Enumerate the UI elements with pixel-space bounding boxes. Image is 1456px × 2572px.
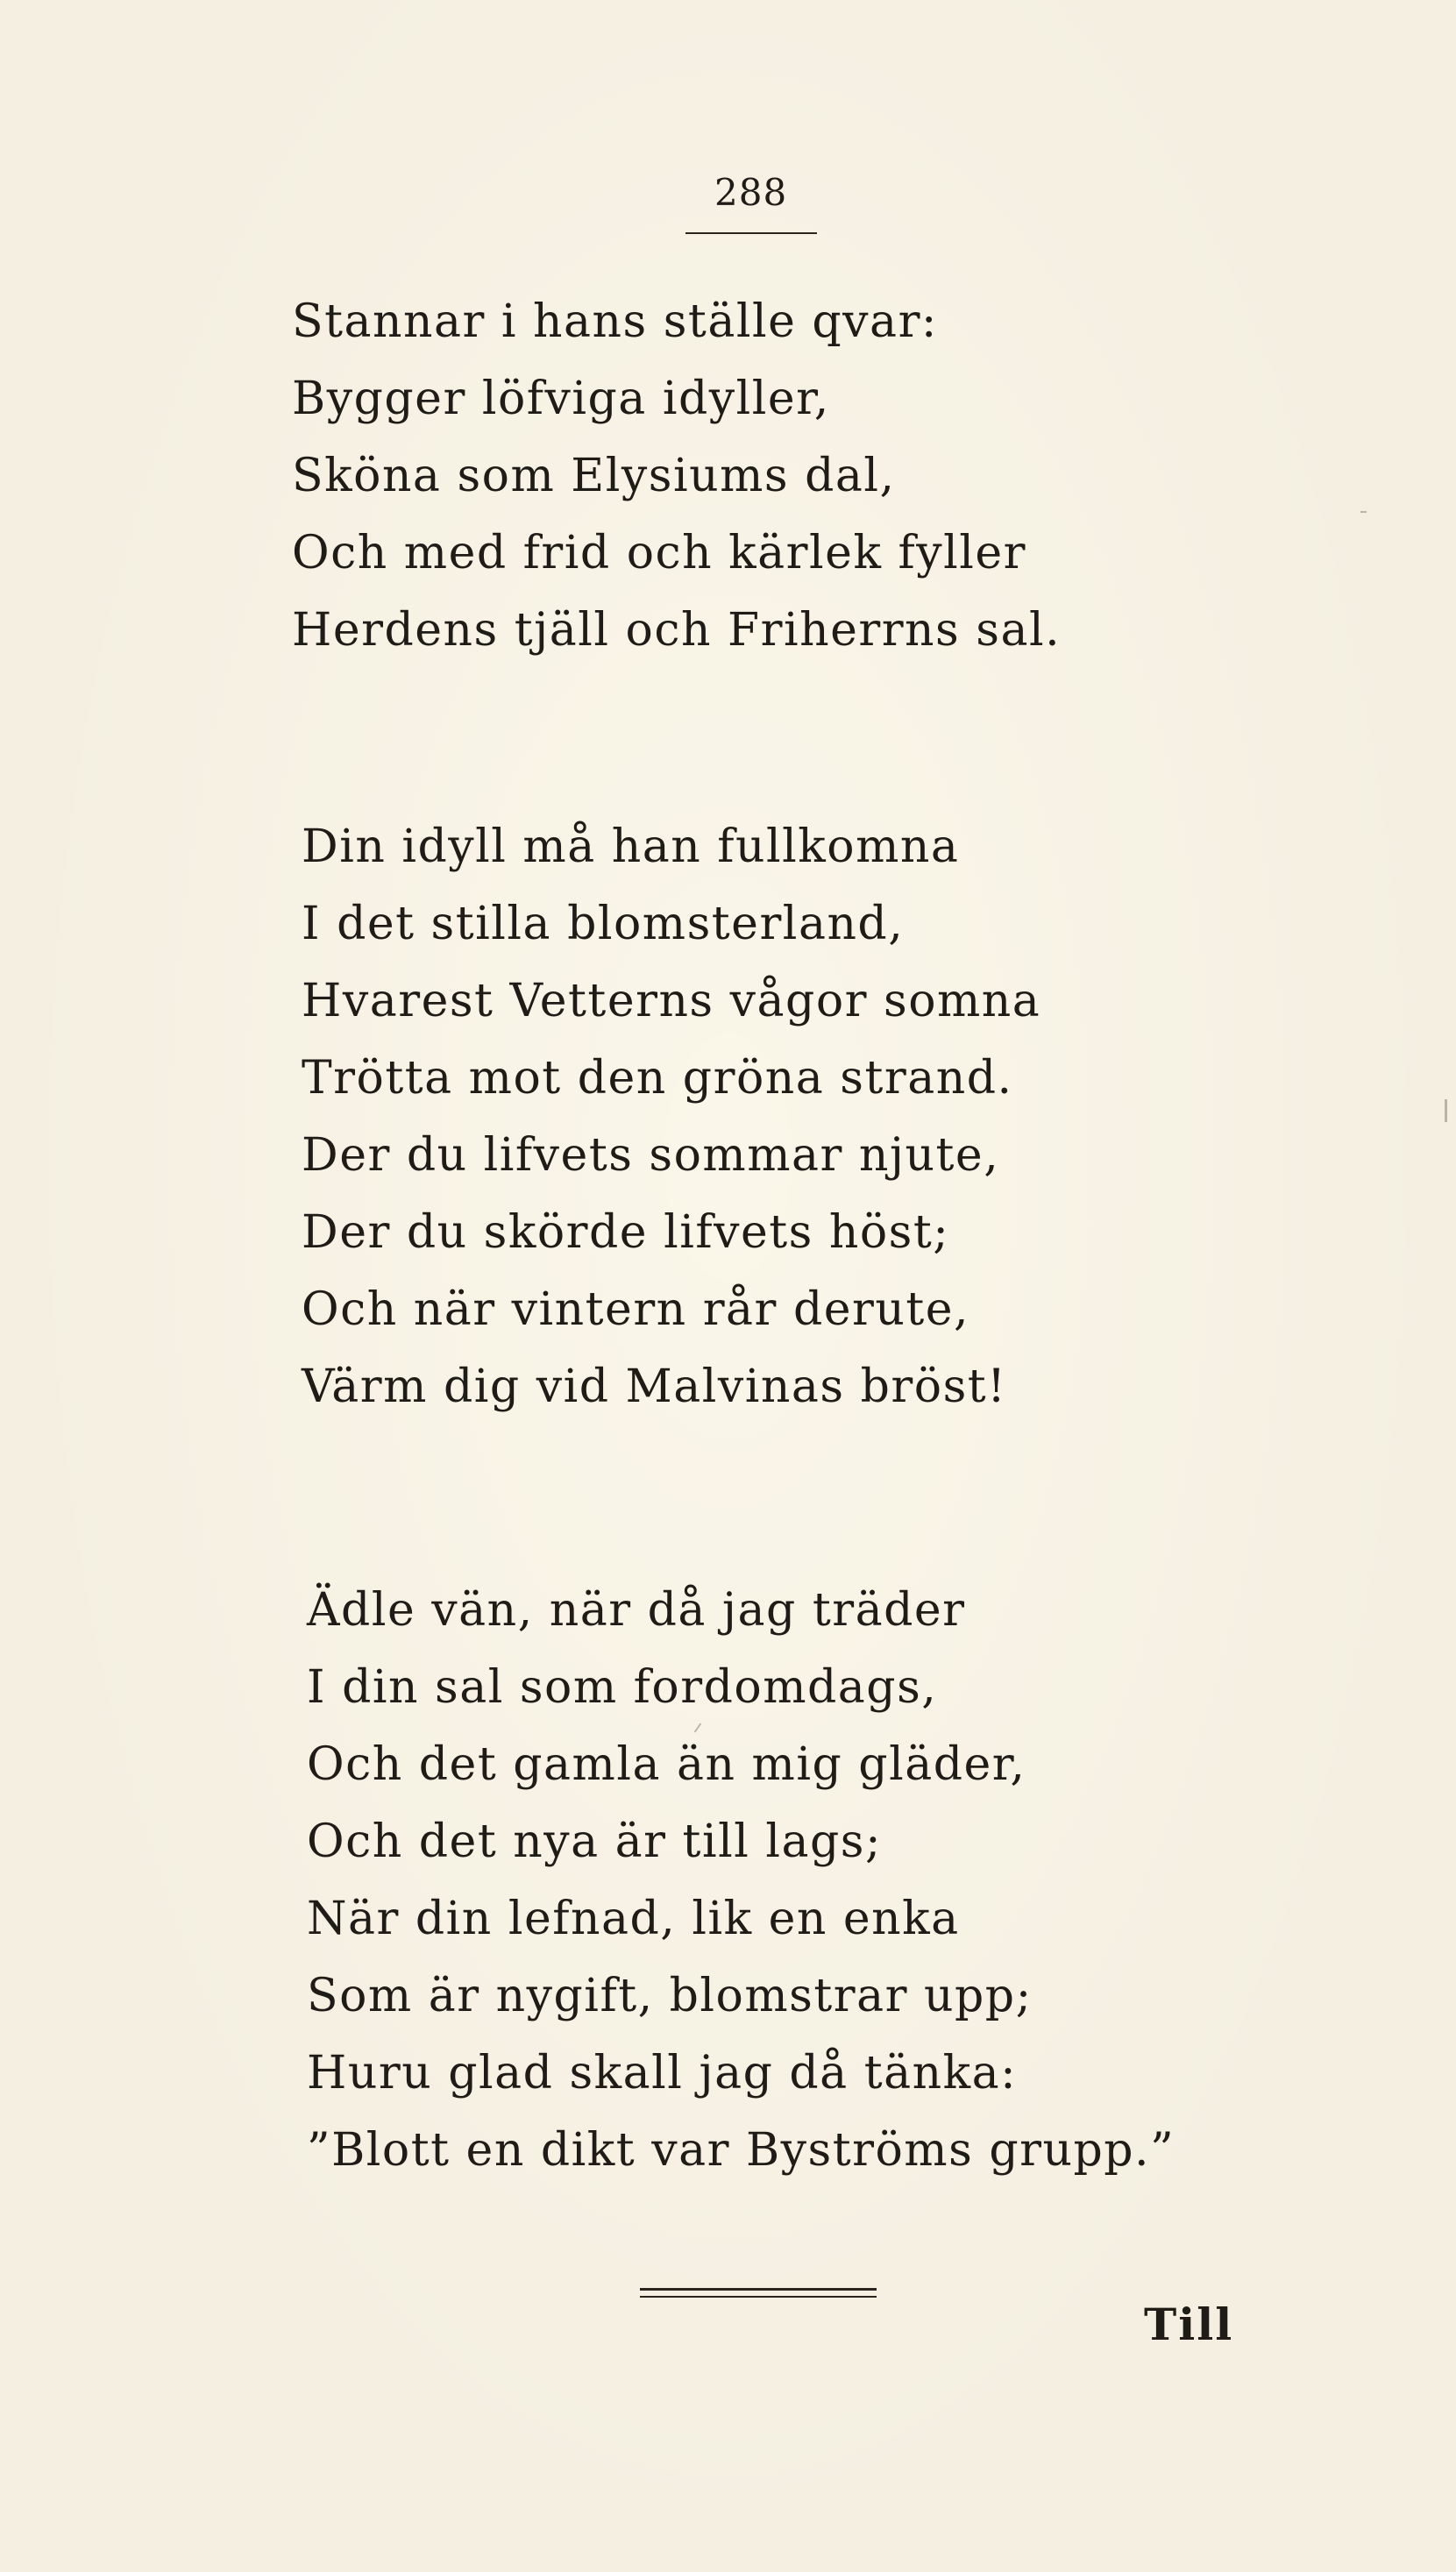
verse-line: När din lefnad, lik en enka (307, 1893, 960, 1945)
catchword: Till (1144, 2298, 1234, 2350)
verse-line: Och det gamla än mig gläder, (307, 1738, 1026, 1791)
verse-line: Hvarest Vetterns vågor somna (302, 975, 1041, 1027)
stanza-1 (292, 283, 1061, 669)
verse-line: ”Blott en dikt var Byströms grupp.” (307, 2124, 1175, 2177)
verse-line: Bygger löfviga idyller, (292, 373, 830, 425)
verse-line: Der du skörde lifvets höst; (302, 1206, 950, 1259)
end-rule (640, 2288, 877, 2291)
verse-line: Som är nygift, blomstrar upp; (307, 1970, 1033, 2022)
verse-line: Stannar i hans ställe qvar: (292, 295, 938, 348)
verse-line: Sköna som Elysiums dal, (292, 450, 896, 502)
verse-line: Huru glad skall jag då tänka: (307, 2047, 1018, 2100)
stanza-3 (307, 1572, 1175, 2189)
verse-line: I din sal som fordomdags, (307, 1661, 938, 1714)
page-number: 288 (714, 171, 788, 214)
verse-line: Värm dig vid Malvinas bröst! (302, 1361, 1007, 1413)
verse-line: Ädle vän, när då jag träder (307, 1584, 966, 1637)
verse-line: Trötta mot den gröna strand. (302, 1052, 1013, 1105)
verse-line: I det stilla blomsterland, (302, 898, 905, 950)
verse-line: Och med frid och kärlek fyller (292, 527, 1026, 579)
verse-line: Och när vintern rår derute, (302, 1283, 970, 1336)
verse-line: Din idyll må han fullkomna (302, 821, 960, 873)
end-rule (640, 2296, 877, 2298)
verse-line: Och det nya är till lags; (307, 1815, 882, 1868)
header-rule (685, 232, 817, 234)
paper-speck (1445, 1099, 1447, 1122)
verse-line: Herdens tjäll och Friherrns sal. (292, 604, 1062, 657)
stanza-2 (302, 808, 1041, 1425)
verse-line: Der du lifvets sommar njute, (302, 1129, 1000, 1182)
paper-speck (1360, 511, 1367, 513)
